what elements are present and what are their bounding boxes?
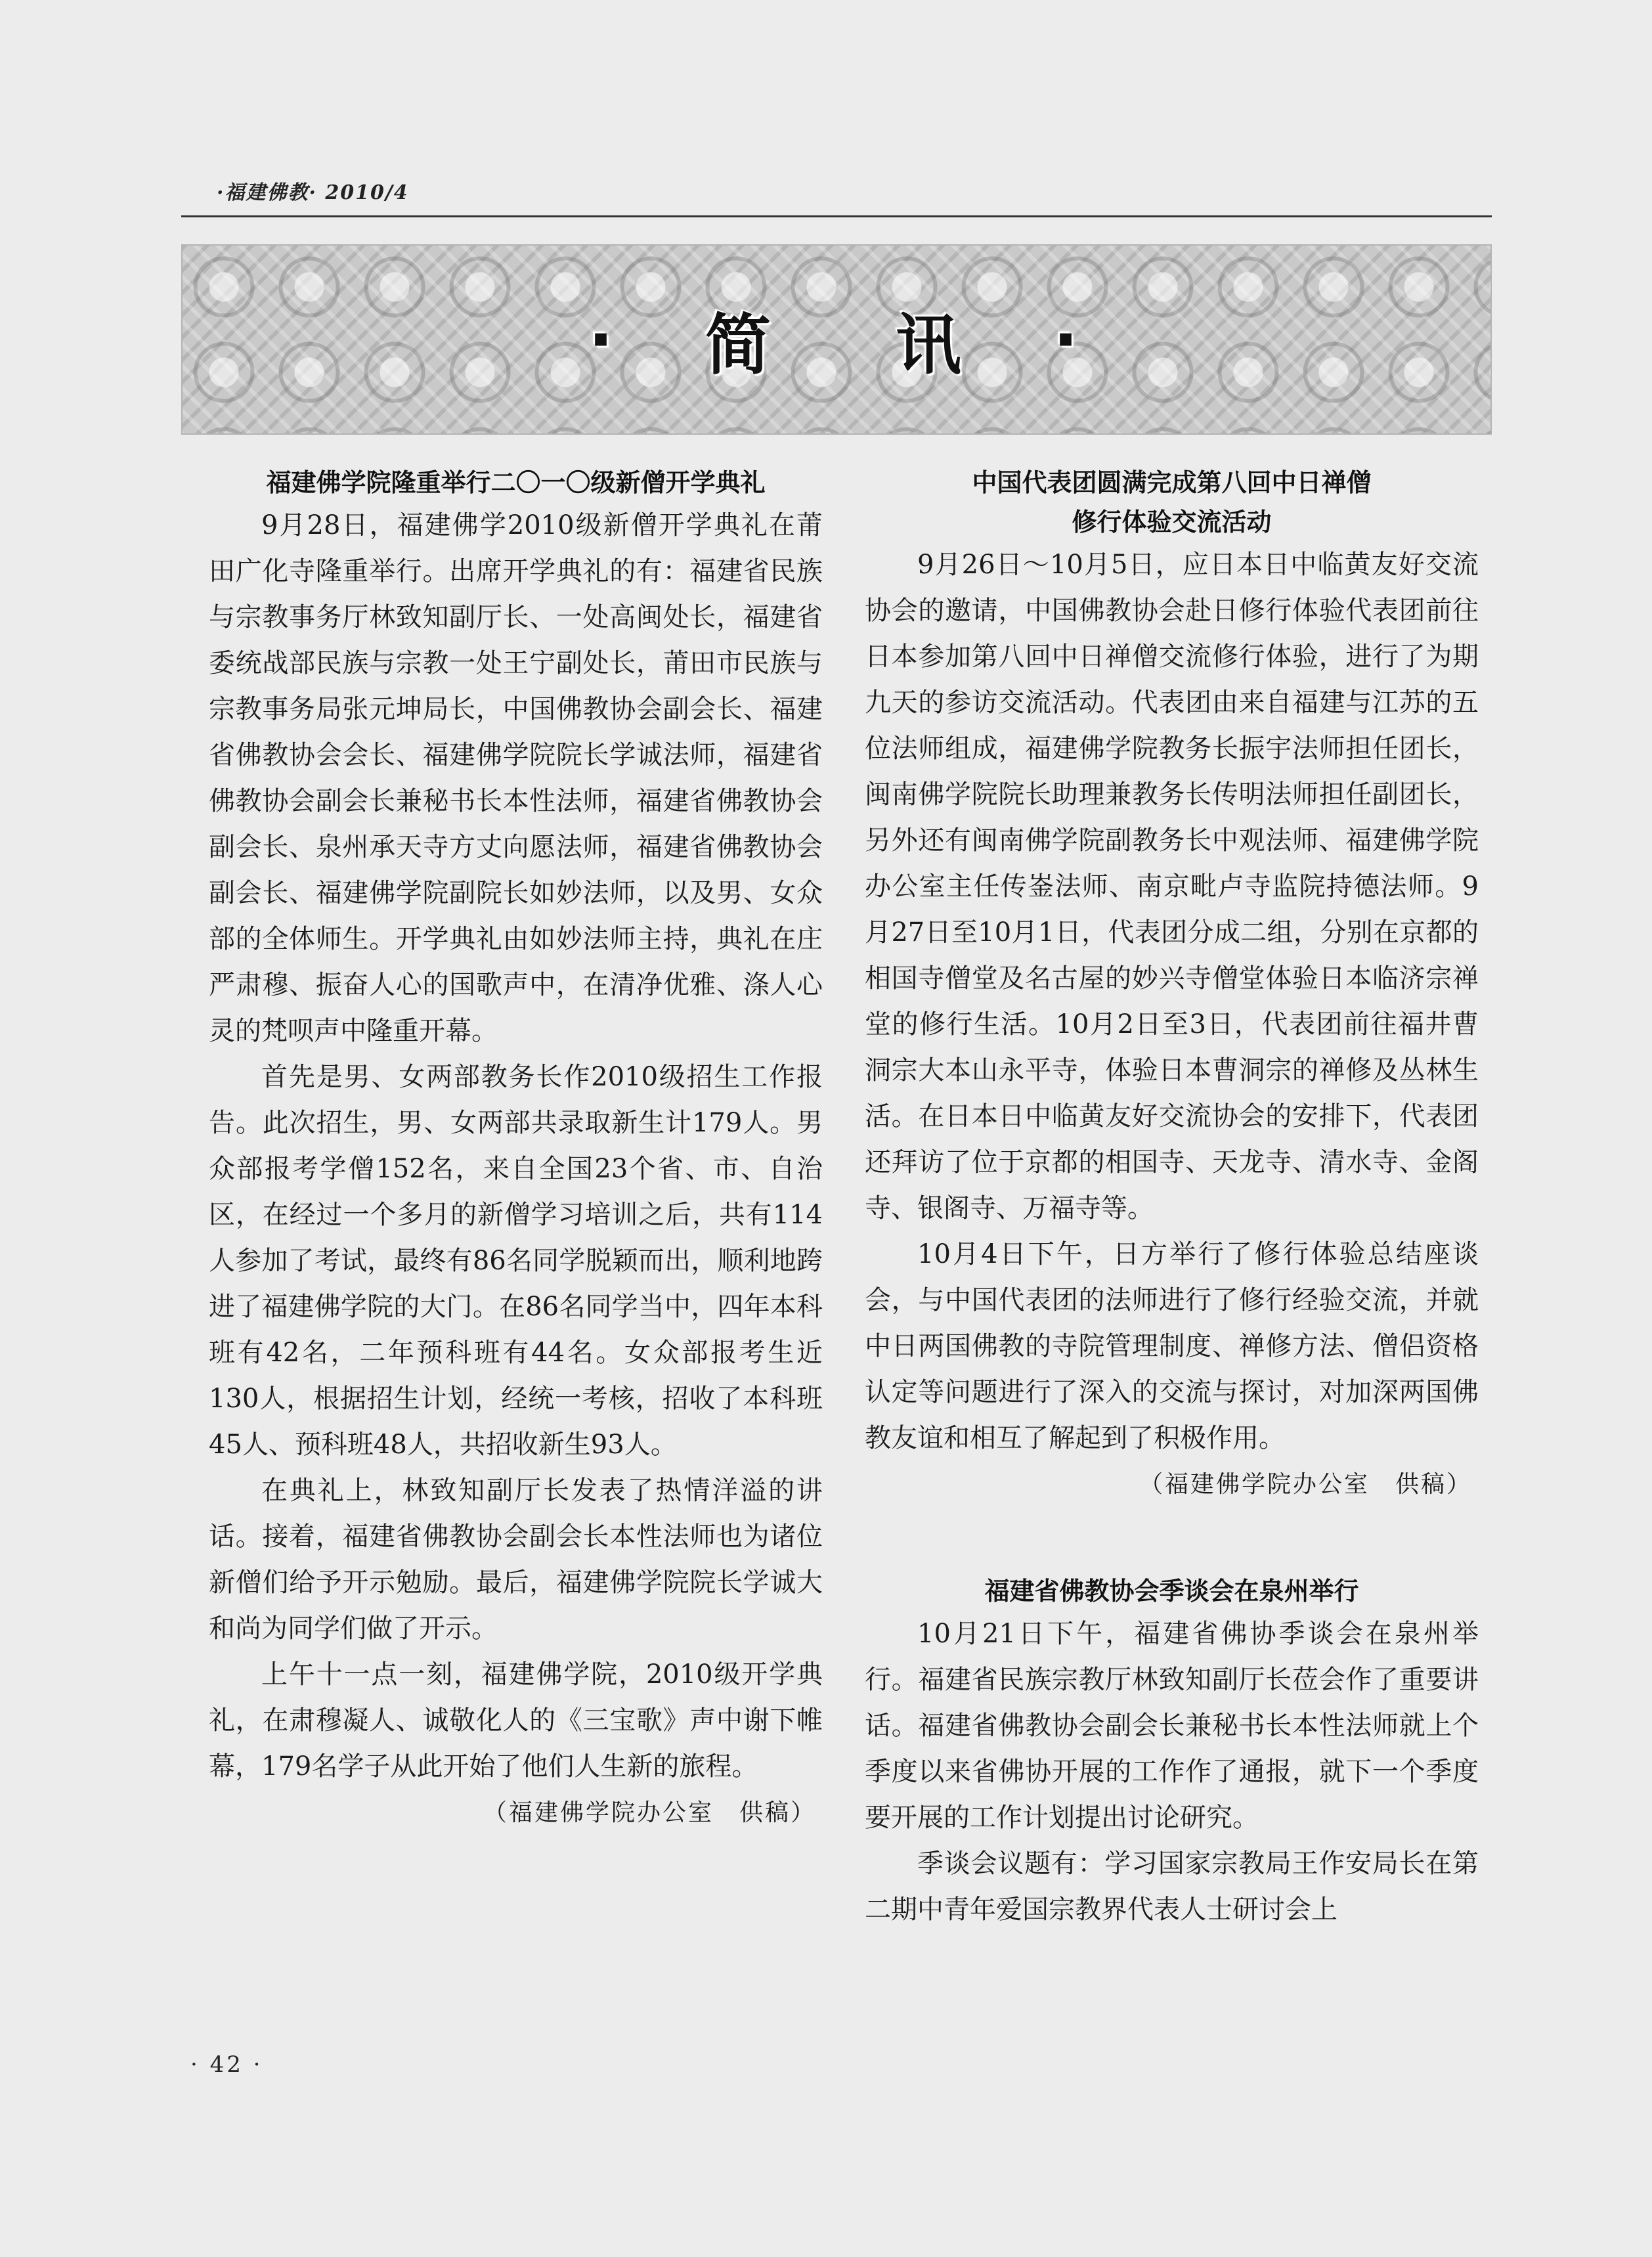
article-title-opening-ceremony: 福建佛学院隆重举行二〇一〇级新僧开学典礼 <box>266 468 766 497</box>
article-paragraph: 首先是男、女两部教务长作2010级招生工作报告。此次招生，男、女两部共录取新生计179人。男众部报考学僧152名，来自全国23个省、市、自治区，在经过一个多月的新僧学习培训之后，共有114人参加了考试，最终有86名同学脱颖而出，顺利地跨进了福建佛学院的大门。在86名同学当中，四年本科班有42名，二年预科班有44名。女众部报考生近130人，根据招生计划，经统一考核，招收了本科班45人、预科班48人，共招收新生93人。 <box>209 1062 823 1460</box>
article-paragraph: 在典礼上，林致知副厅长发表了热情洋溢的讲话。接着，福建省佛教协会副会长本性法师也为诸位新僧们给予开示勉励。最后，福建佛学院院长学诚大和尚为同学们做了开示。 <box>209 1476 823 1644</box>
article-title-quarterly-meeting: 福建省佛教协会季谈会在泉州举行 <box>984 1577 1359 1606</box>
right-column <box>865 463 1479 1933</box>
article-paragraph: 季谈会议题有：学习国家宗教局王作安局长在第二期中青年爱国宗教界代表人士研讨会上 <box>865 1849 1479 1925</box>
article-paragraph: 10月21日下午，福建省佛协季谈会在泉州举行。福建省民族宗教厅林致知副厅长莅会作了重要讲话。福建省佛教协会副会长兼秘书长本性法师就上个季度以来省佛协开展的工作作了通报，就下一个季度要开展的工作计划提出讨论研究。 <box>865 1619 1479 1833</box>
header-rule <box>181 215 1492 217</box>
article-title-delegation-line1: 中国代表团圆满完成第八回中日禅僧 <box>972 468 1372 497</box>
running-header: ·福建佛教· 2010/4 <box>217 181 409 204</box>
section-banner <box>181 244 1492 435</box>
banner-char-1: 简 <box>705 307 777 383</box>
article-paragraph: 9月28日，福建佛学2010级新僧开学典礼在莆田广化寺隆重举行。出席开学典礼的有：福建省民族与宗教事务厅林致知副厅长、一处高闽处长，福建省委统战部民族与宗教一处王宁副处长，莆田市民族与宗教事务局张元坤局长，中国佛教协会副会长、福建省佛教协会会长、福建佛学院院长学诚法师，福建省佛教协会副会长兼秘书长本性法师，福建省佛教协会副会长、泉州承天寺方丈向愿法师，福建省佛教协会副会长、福建佛学院副院长如妙法师，以及男、女众部的全体师生。开学典礼由如妙法师主持，典礼在庄严肃穆、振奋人心的国歌声中，在清净优雅、涤人心灵的梵呗声中隆重开幕。 <box>209 510 823 1046</box>
article-spacer <box>865 1508 1479 1571</box>
article-paragraph: 9月26日～10月5日，应日本日中临黄友好交流协会的邀请，中国佛教协会赴日修行体验代表团前往日本参加第八回中日禅僧交流修行体验，进行了为期九天的参访交流活动。代表团由来自福建与江苏的五位法师组成，福建佛学院教务长振宇法师担任团长，闽南佛学院院长助理兼教务长传明法师担任副团长，另外还有闽南佛学院副教务长中观法师、福建佛学院办公室主任传崟法师、南京毗卢寺监院持德法师。9月27日至10月1日，代表团分成二组，分别在京都的相国寺僧堂及名古屋的妙兴寺僧堂体验日本临济宗禅堂的修行生活。10月2日至3日，代表团前往福井曹洞宗大本山永平寺，体验日本曹洞宗的禅修及丛林生活。在日本日中临黄友好交流协会的安排下，代表团还拜访了位于京都的相国寺、天龙寺、清水寺、金阁寺、银阁寺、万福寺等。 <box>865 550 1479 1223</box>
left-column <box>209 463 823 1837</box>
banner-title <box>181 244 1492 435</box>
article-credit: （福建佛学院办公室 供稿） <box>1139 1471 1472 1498</box>
banner-dot-right: · <box>1053 301 1085 378</box>
article-title-delegation-line2: 修行体验交流活动 <box>1072 508 1272 537</box>
page-number: · 42 · <box>190 2051 263 2078</box>
banner-dot-left: · <box>588 301 620 378</box>
article-paragraph: 上午十一点一刻，福建佛学院，2010级开学典礼，在肃穆凝人、诚敬化人的《三宝歌》声中谢下帷幕，179名学子从此开始了他们人生新的旅程。 <box>209 1659 823 1782</box>
article-paragraph: 10月4日下午，日方举行了修行体验总结座谈会，与中国代表团的法师进行了修行经验交流，并就中日两国佛教的寺院管理制度、禅修方法、僧侣资格认定等问题进行了深入的交流与探讨，对加深两国佛教友谊和相互了解起到了积极作用。 <box>865 1239 1479 1453</box>
banner-char-2: 讯 <box>896 307 968 383</box>
article-credit: （福建佛学院办公室 供稿） <box>483 1799 816 1826</box>
